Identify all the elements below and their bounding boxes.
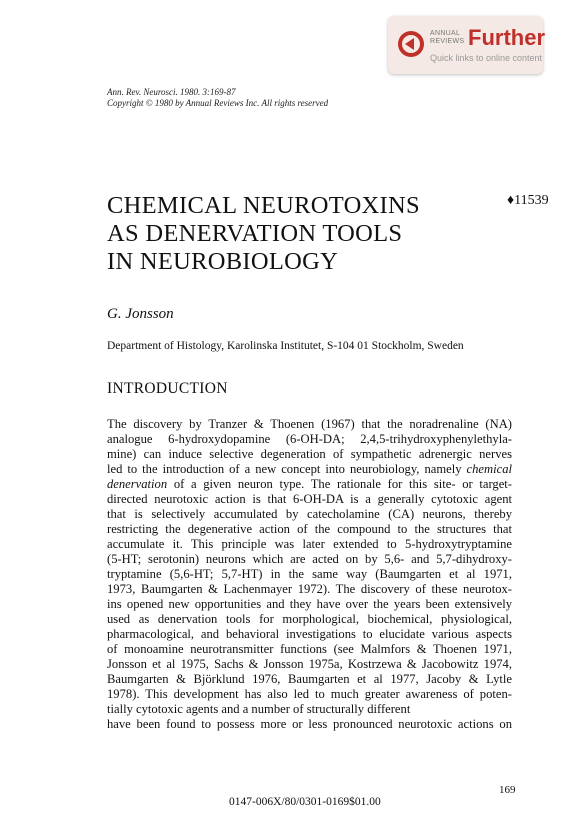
- body-line: have been found to possess more or less pronounced neurotoxic actions on: [107, 717, 512, 731]
- author-affiliation: Department of Histology, Karolinska Institutet, S-104 01 Stockholm, Sweden: [107, 340, 464, 352]
- further-badge[interactable]: [388, 16, 543, 74]
- body-line: 1978). This development has also led to much greater awareness of poten-: [107, 687, 512, 701]
- section-heading: INTRODUCTION: [107, 380, 228, 397]
- body-line: pharmacological, and behavioral investigations to elucidate various aspects: [107, 627, 512, 641]
- body-line: The discovery by Tranzer & Thoenen (1967) that the noradrenaline (NA): [107, 417, 512, 431]
- badge-subtitle: Quick links to online content: [430, 53, 543, 63]
- body-line: accumulate it. This principle was later extended to 5-hydroxytryptamine: [107, 537, 512, 551]
- author-name: G. Jonsson: [107, 306, 174, 322]
- article-code: ♦11539: [507, 193, 549, 208]
- footer-code: 0147-006X/80/0301-0169$01.00: [229, 796, 381, 808]
- page-number: 169: [499, 784, 516, 796]
- copyright-line: Copyright © 1980 by Annual Reviews Inc. All rights reserved: [107, 98, 329, 108]
- citation-line: Ann. Rev. Neurosci. 1980. 3:169-87: [107, 87, 236, 97]
- citation: [107, 87, 328, 109]
- title-line: AS DENERVATION TOOLS: [107, 220, 403, 247]
- body-line: used as denervation tools for morphological, biochemical, physiological,: [107, 612, 512, 626]
- body-line: tially cytotoxic agents and a number of structurally different: [107, 702, 411, 716]
- body-line: Jonsson et al 1975, Sachs & Jonsson 1975a, Kostrzewa & Jacobowitz 1974,: [107, 657, 512, 671]
- title-line: IN NEUROBIOLOGY: [107, 248, 339, 275]
- body-line: (5-HT; serotonin) neurons which are acted on by 5,6- and 5,7-dihydroxy-: [107, 552, 512, 566]
- emphasis: denervation: [107, 477, 168, 491]
- body-line: ins opened new opportunities and they have over the years been extensively: [107, 597, 512, 611]
- body-line: Baumgarten & Björklund 1976, Baumgarten et al 1977, Jacoby & Lytle: [107, 672, 512, 686]
- body-line: that is selectively accumulated by catecholamine (CA) neurons, thereby: [107, 507, 512, 521]
- body-line: restricting the degenerative action of the compound to the structures that: [107, 522, 512, 536]
- body-line: analogue 6-hydroxydopamine (6-OH-DA; 2,4,5-trihydroxyphenylethyla-: [107, 432, 512, 446]
- body-paragraph: [107, 417, 512, 732]
- body-line: led to the introduction of a new concept into neurobiology, namely chemical: [107, 462, 512, 476]
- title-line: CHEMICAL NEUROTOXINS: [107, 192, 420, 219]
- badge-title: Further: [468, 25, 545, 50]
- body-line: mine) can induce selective degeneration of sympathetic adrenergic nerves: [107, 447, 512, 461]
- body-line: of monoamine neurotransmitter functions (see Malmfors & Thoenen 1971,: [107, 642, 512, 656]
- badge-brand: ANNUAL REVIEWS: [430, 30, 465, 45]
- body-line: denervation of a given neuron type. The rationale for this site- or target-: [107, 477, 512, 491]
- article-title: [107, 192, 420, 276]
- emphasis: chemical: [466, 462, 512, 476]
- body-line: directed neurotoxic action is that 6-OH-DA is a generally cytotoxic agent: [107, 492, 512, 506]
- annual-reviews-logo-icon: [398, 31, 424, 57]
- body-line: 1973, Baumgarten & Lachenmayer 1972). The discovery of these neurotox-: [107, 582, 512, 596]
- body-line: tryptamine (5,6-HT; 5,7-HT) in the same way (Baumgarten et al 1971,: [107, 567, 512, 581]
